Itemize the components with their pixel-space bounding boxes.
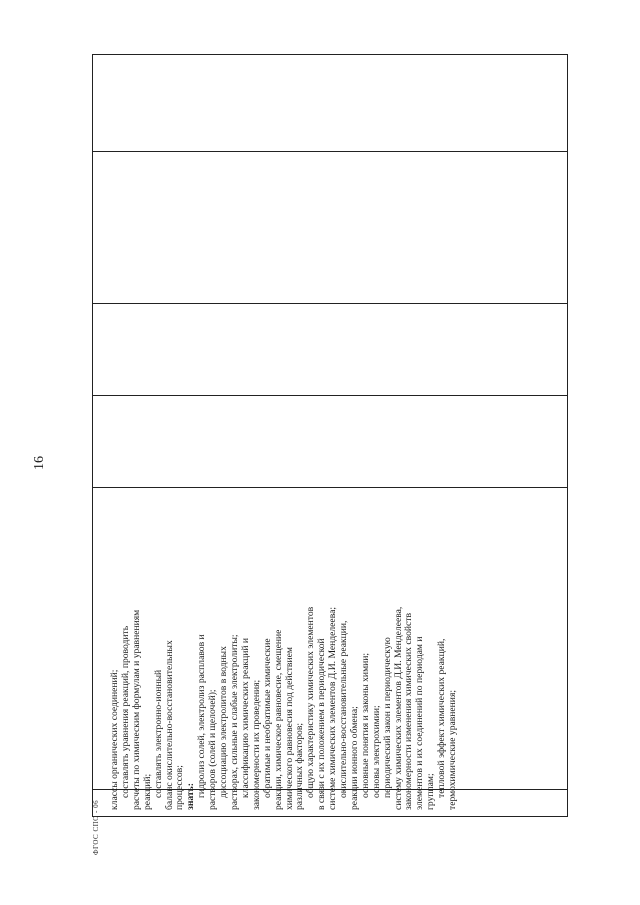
- text-line: обратимые и необратимые химические: [261, 638, 273, 798]
- text-line: растворов (солей и щелочей);: [207, 689, 219, 810]
- text-line: различных факторов;: [294, 722, 306, 810]
- competency-text: [110, 490, 459, 810]
- text-line: системе химических элементов Д.И. Менделеева;: [327, 606, 339, 810]
- text-line: группам;: [425, 773, 437, 810]
- table-divider-4: [93, 303, 567, 304]
- text-line: тепловой эффект химических реакций,: [436, 638, 448, 798]
- text-line: закономерности изменения химических свойств: [403, 613, 415, 810]
- table-divider-5: [93, 151, 567, 152]
- text-line: гидролиз солей, электролиз расплавов и: [196, 634, 208, 798]
- text-line: процессов;: [174, 765, 186, 810]
- text-line: составлять уравнения реакций, проводить: [119, 625, 131, 798]
- text-line: знать:: [185, 783, 197, 810]
- table-divider-3: [93, 395, 567, 396]
- text-line: баланс окислительно-восстановительных: [163, 640, 175, 810]
- text-line: составлять электронно-ионный: [152, 669, 164, 798]
- text-line: периодический закон и периодическую: [381, 637, 393, 798]
- text-line: элементов и их соединений по периодам и: [414, 636, 426, 810]
- text-line: в связи с их положением в периодической: [316, 638, 328, 810]
- text-line: общую характеристику химических элементов: [305, 606, 317, 798]
- text-line: классы органических соединений;: [109, 669, 120, 810]
- page-number: 16: [32, 456, 47, 470]
- text-line: термохимические уравнения;: [447, 689, 459, 810]
- text-line: закономерности их проведения;: [250, 679, 262, 810]
- text-line: основы электрохимии;: [370, 705, 382, 798]
- footer-code: ФГОС СПО - 06: [92, 799, 100, 855]
- text-line: основные понятия и законы химии;: [359, 652, 371, 798]
- text-line: классификацию химических реакций и: [239, 637, 251, 798]
- text-line: растворах, сильные и слабые электролиты;: [228, 634, 240, 810]
- text-line: окислительно-восстановительные реакции,: [338, 620, 350, 798]
- text-line: реакций;: [141, 773, 153, 810]
- table-divider-2: [93, 487, 567, 488]
- text-line: диссоциацию электролитов в водных: [218, 646, 230, 798]
- text-line: систему химических элементов Д.И. Менделеева,: [392, 606, 404, 810]
- text-line: химического равновесия под действием: [283, 647, 295, 810]
- text-line: расчеты по химическим формулам и уравнениям: [130, 609, 142, 810]
- text-line: реакции ионного обмена;: [348, 706, 360, 810]
- text-line: реакции, химическое равновесие, смещение: [272, 629, 284, 810]
